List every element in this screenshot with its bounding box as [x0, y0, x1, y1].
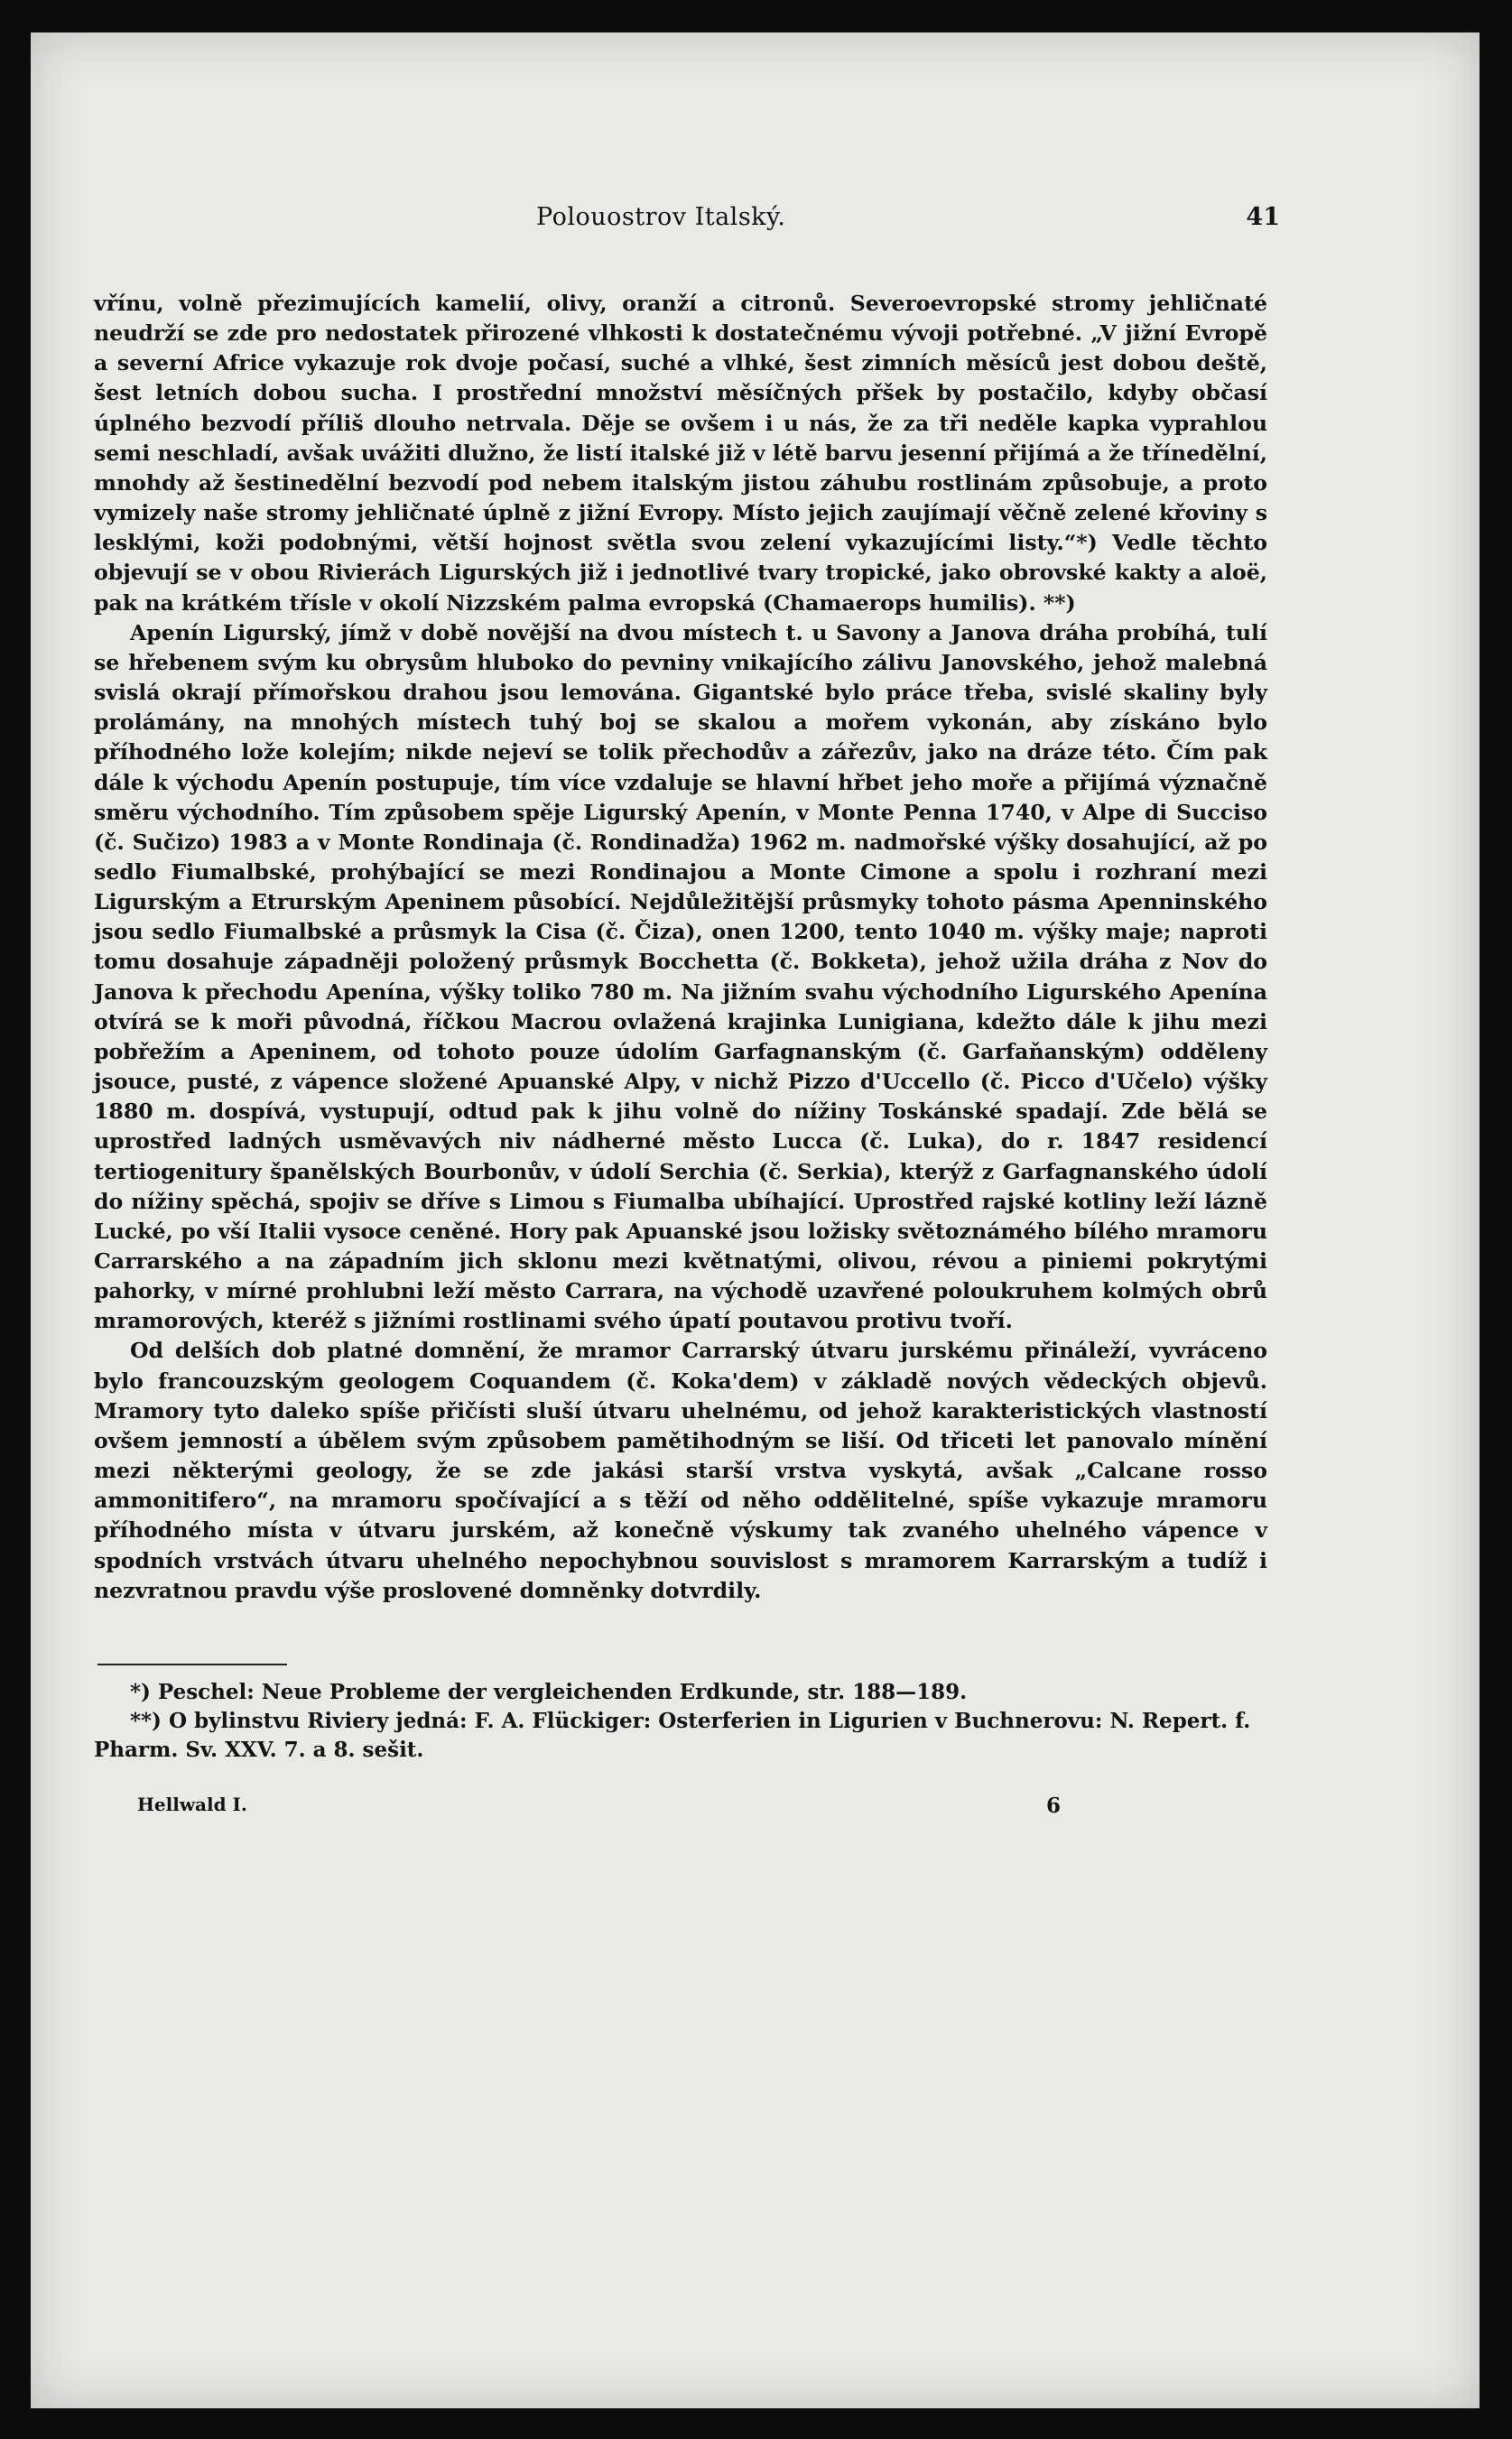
signature-mark: Hellwald I.: [137, 1793, 247, 1815]
paragraph: Apenín Ligurský, jímž v době novější na dvou místech t. u Savony a Janova dráha probíhá, tulí se hřebenem svým ku obrysům hluboko do pevniny vnikajícího zálivu Janovského, jehož malebná svislá okrají přímořskou drahou jsou lemována. Gigantské bylo práce třeba, svislé skaliny byly prolámány, na mnohých místech tuhý boj se skalou a mořem vykonán, aby získáno bylo příhodného lože kolejím; nikde nejeví se tolik přechodův a zářezův, jako na dráze této. Čím pak dále k východu Apenín postupuje, tím více vzdaluje se hlavní hřbet jeho moře a přijímá význačně směru východního. Tím způsobem spěje Ligurský Apenín, v Monte Penna 1740, v Alpe di Succiso (č. Sučizo) 1983 a v Monte Rondinaja (č. Rondinadža) 1962 m. nadmořské výšky dosahující, až po sedlo Fiumalbské, prohýbající se mezi Rondinajou a Monte Cimone a spolu i rozhraní mezi Ligurským a Etrurským Apeninem působící. Nejdůležitější průsmyky tohoto pásma Apenninského jsou sedlo Fiumalbské a průsmyk la Cisa (č. Čiza), onen 1200, tento 1040 m. výšky maje; naproti tomu dosahuje západněji položený průsmyk Bocchetta (č. Bokketa), jehož užila dráha z Nov do Janova k přechodu Apenína, výšky toliko 780 m. Na jižním svahu východního Ligurského Apenína otvírá se k moři původná, říčkou Macrou ovlažená krajinka Lunigiana, kdežto dále k jihu mezi pobřežím a Apeninem, od tohoto pouze údolím Garfagnanským (č. Garfaňanským) odděleny jsouce, pusté, z vápence složené Apuanské Alpy, v nichž Pizzo d'Uccello (č. Picco d'Učelo) výšky 1880 m. dospívá, vystupují, odtud pak k jihu volně do nížiny Toskánské spadají. Zde bělá se uprostřed ladných usměvavých niv nádherné město Lucca (č. Luka), do r. 1847 residencí tertiogenitury španělských Bourbonův, v údolí Serchia (č. Serkia), kterýž z Garfagnanského údolí do nížiny spěchá, spojiv se dříve s Limou s Fiumalba ubíhající. Uprostřed rajské kotliny leží lázně Lucké, po vší Italii vysoce ceněné. Hory pak Apuanské jsou ložisky světoznámého bílého mramoru Carrarského a na západním jich sklonu mezi květnatými, olivou, révou a piniemi pokrytými pahorky, v mírné prohlubni leží město Carrara, na východě uzavřené poloukruhem kolmých obrů mramorových, kteréž s jižními rostlinami svého úpatí poutavou protivu tvoří.: [94, 619, 1267, 1334]
printer-signature: [94, 1794, 1267, 1830]
footnotes: [94, 1678, 1267, 1765]
page-number: 41: [1246, 203, 1280, 231]
footnote: **) O bylinstvu Riviery jedná: F. A. Flückiger: Osterferien in Ligurien v Buchnerovu: N. Repert. f. Pharm. Sv. XXV. 7. a 8. sešit.: [94, 1708, 1251, 1762]
body-text: [94, 289, 1267, 1606]
running-title: Polouostrov Italský.: [536, 203, 786, 231]
footnote: *) Peschel: Neue Probleme der vergleichenden Erdkunde, str. 188—189.: [130, 1679, 968, 1704]
book-page: [94, 203, 1280, 1830]
footnote-rule: [97, 1664, 287, 1665]
running-header: [94, 203, 1280, 239]
paragraph: Od delších dob platné domnění, že mramor Carrarský útvaru jurskému přináleží, vyvráceno bylo francouzským geologem Coquandem (č. Koka'dem) v základě nových vědeckých objevů. Mramory tyto daleko spíše přičísti sluší útvaru uhelnému, od jehož karakteristických vlastností ovšem jemností a úbělem svým způsobem pamětihodným se liší. Od třiceti let panovalo mínění mezi některými geology, že se zde jakási starší vrstva vyskytá, avšak „Calcane rosso ammonitifero“, na mramoru spočívající a s těží od něho oddělitelné, spíše vykazuje mramoru příhodného místa v útvaru jurském, až konečně výskumy tak zvaného uhelného vápence v spodních vrstvách útvaru uhelného nepochybnou souvislost s mramorem Karrarským a tudíž i nezvratnou pravdu výše proslovené domněnky dotvrdily.: [94, 1338, 1267, 1603]
signature-number: 6: [1046, 1793, 1062, 1818]
paragraph: vřínu, volně přezimujících kamelií, olivy, oranží a citronů. Severoevropské stromy jehličnaté neudrží se zde pro nedostatek přirozené vlhkosti k dostatečnému vývoji potřebné. „V jižní Evropě a severní Africe vykazuje rok dvoje počasí, suché a vlhké, šest zimních měsíců jest dobou deště, šest letních dobou sucha. I prostřední množství měsíčných přšek by postačilo, kdyby občasí úplného bezvodí příliš dlouho netrvala. Děje se ovšem i u nás, že za tři neděle kapka vyprahlou semi neschladí, avšak uvážiti dlužno, že listí italské již v létě barvu jesenní přijímá a že třínedělní, mnohdy až šestinedělní bezvodí pod nebem italským jistou záhubu rostlinám způsobuje, a proto vymizely naše stromy jehličnaté úplně z jižní Evropy. Místo jejich zaujímají věčně zelené křoviny s lesklými, koži podobnými, větší hojnost světla svou zelení vykazujícími listy.“*) Vedle těchto objevují se v obou Rivierách Ligurských již i jednotlivé tvary tropické, jako obrovské kakty a aloë, pak na krátkém třísle v okolí Nizzském palma evropská (Chamaerops humilis). **): [94, 291, 1267, 616]
